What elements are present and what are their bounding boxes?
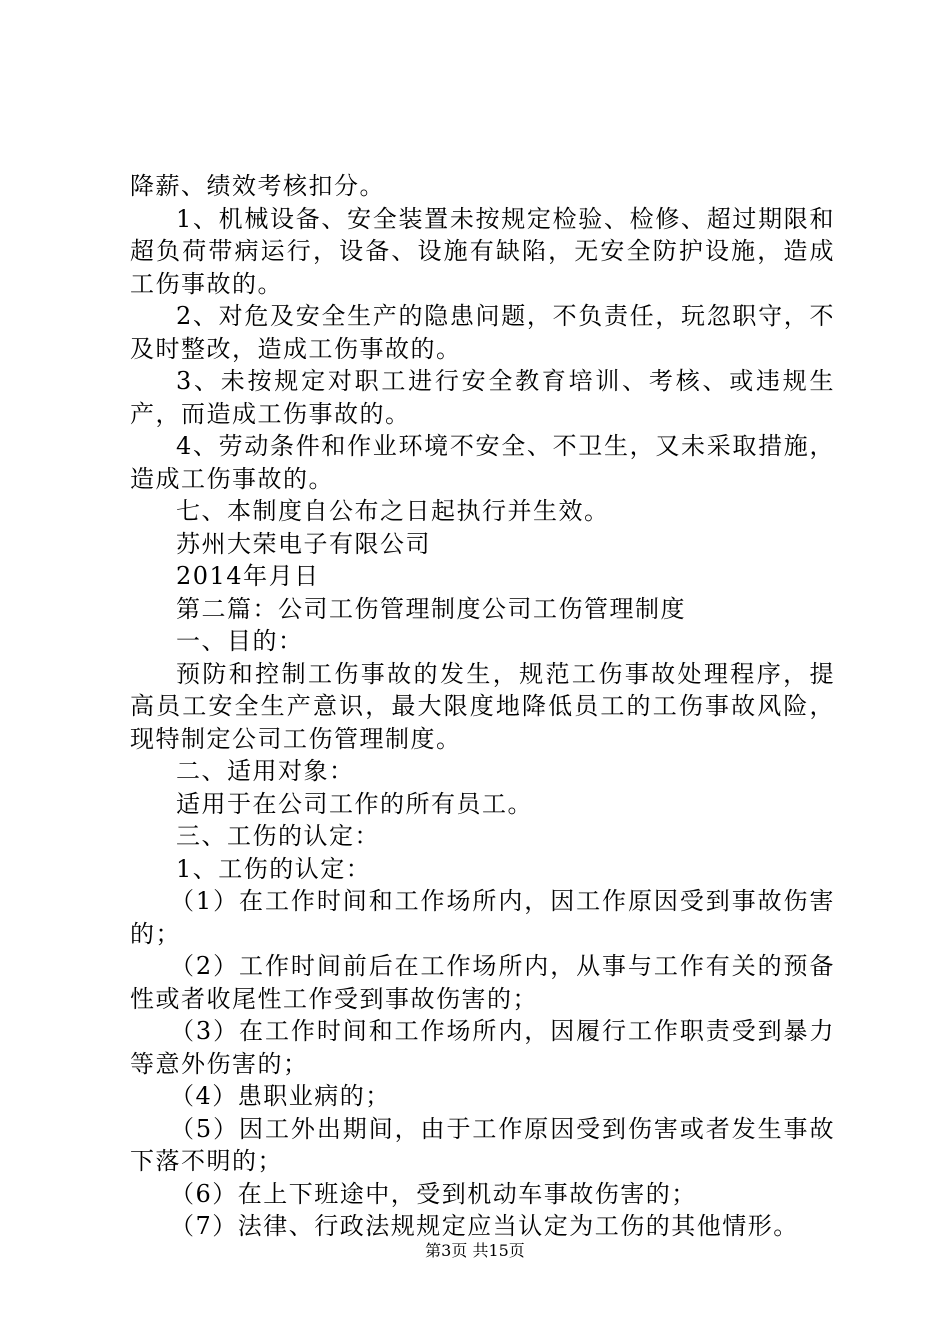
paragraph: 3、未按规定对职工进行安全教育培训、考核、或违规生产，而造成工伤事故的。: [130, 367, 835, 428]
section-title: 第二篇：公司工伤管理制度公司工伤管理制度: [176, 594, 686, 623]
list-item: （3）在工作时间和工作场所内，因履行工作职责受到暴力等意外伤害的；: [130, 1017, 835, 1078]
company-name: 苏州大荣电子有限公司: [176, 529, 431, 558]
paragraph: 七、本制度自公布之日起执行并生效。: [176, 497, 610, 525]
document-body: [130, 170, 835, 1243]
list-item: （4）患职业病的；: [170, 1082, 391, 1110]
section-heading: 三、工伤的认定：: [176, 822, 380, 850]
document-date: 2014年月日: [176, 562, 320, 590]
list-item: （7）法律、行政法规规定应当认定为工伤的其他情形。: [170, 1212, 799, 1240]
subsection-heading: 1、工伤的认定：: [176, 854, 372, 883]
paragraph: 4、劳动条件和作业环境不安全、不卫生，又未采取措施，造成工伤事故的。: [130, 432, 835, 493]
list-item: （5）因工外出期间，由于工作原因受到伤害或者发生事故下落不明的；: [130, 1114, 835, 1175]
list-item: （1）在工作时间和工作场所内，因工作原因受到事故伤害的；: [130, 887, 835, 948]
paragraph: 1、机械设备、安全装置未按规定检验、检修、超过期限和超负荷带病运行，设备、设施有缺陷，无安全防护设施，造成工伤事故的。: [130, 204, 835, 298]
page-number: 第3页 共15页: [425, 1241, 525, 1260]
paragraph: 预防和控制工伤事故的发生，规范工伤事故处理程序，提高员工安全生产意识，最大限度地降低员工的工伤事故风险，现特制定公司工伤管理制度。: [130, 659, 835, 753]
list-item: （6）在上下班途中，受到机动车事故伤害的；: [170, 1179, 697, 1208]
list-item: （2）工作时间前后在工作场所内，从事与工作有关的预备性或者收尾性工作受到事故伤害的；: [130, 952, 835, 1013]
section-heading: 二、适用对象：: [176, 757, 355, 785]
paragraph: 2、对危及安全生产的隐患问题，不负责任，玩忽职守，不及时整改，造成工伤事故的。: [130, 302, 835, 363]
section-heading: 一、目的：: [176, 627, 304, 655]
paragraph: 适用于在公司工作的所有员工。: [176, 789, 533, 818]
paragraph: 降薪、绩效考核扣分。: [130, 172, 385, 200]
